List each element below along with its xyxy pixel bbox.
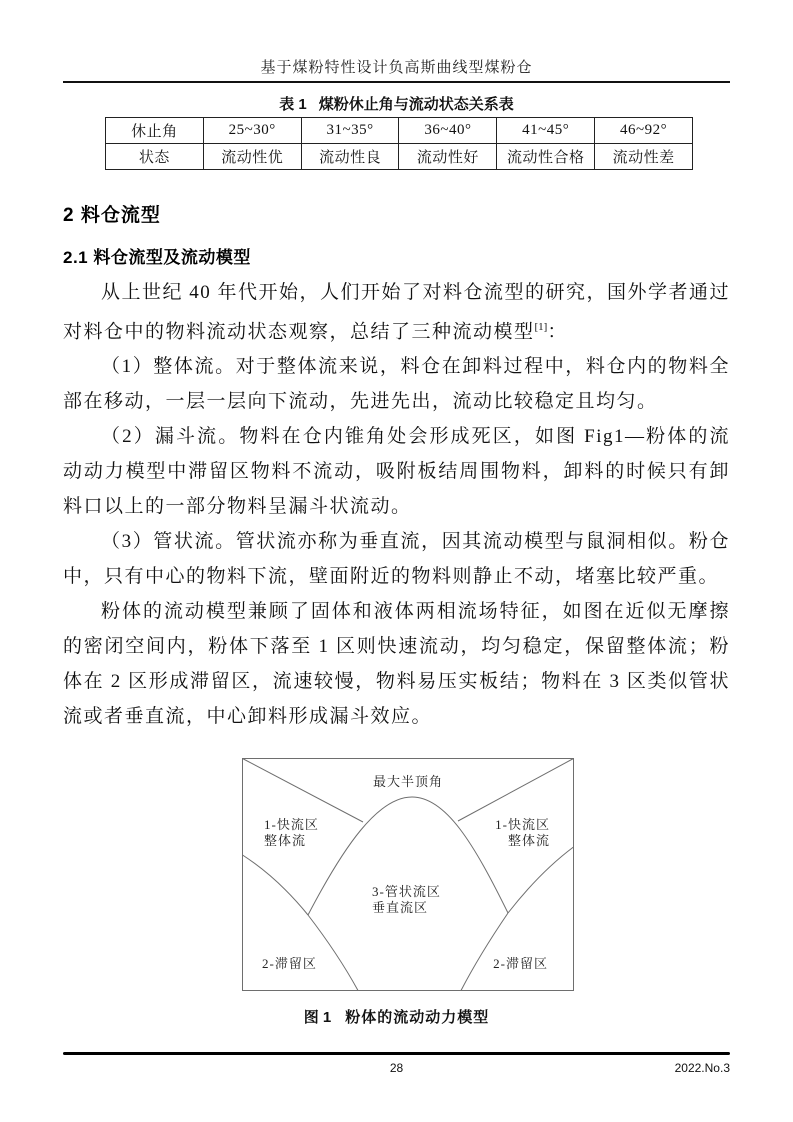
figure-caption-number: 图 1 xyxy=(303,1009,332,1026)
figure-caption xyxy=(63,1006,730,1027)
table-cell: 36~40° xyxy=(399,118,497,144)
left-funnel-curve xyxy=(308,915,358,991)
label-line: 垂直流区 xyxy=(372,900,429,915)
journal-issue: 2022.No.3 xyxy=(674,1061,730,1075)
right-funnel-curve xyxy=(461,913,508,991)
paragraph-text: 从上世纪 40 年代开始，人们开始了对料仓流型的研究，国外学者通过对料仓中的物料流动状态观察，总结了三种流动模型 xyxy=(63,282,730,343)
label-pipe-flow-zone xyxy=(372,884,441,916)
section-heading: 2 料仓流型 xyxy=(63,205,161,226)
table-cell: 流动性良 xyxy=(301,144,399,170)
body-text xyxy=(63,275,730,745)
table-row xyxy=(106,144,693,170)
table-cell: 休止角 xyxy=(106,118,204,144)
table-caption-number: 表 1 xyxy=(279,96,307,113)
table-cell: 25~30° xyxy=(203,118,301,144)
table-cell: 流动性好 xyxy=(399,144,497,170)
page-number: 28 xyxy=(389,1061,404,1075)
table-cell: 41~45° xyxy=(497,118,595,144)
flow-dynamics-figure xyxy=(242,758,574,991)
label-stagnant-zone-left: 2-滞留区 xyxy=(262,956,317,971)
figure-caption-text: 粉体的流动动力模型 xyxy=(345,1009,490,1026)
table-caption xyxy=(63,93,730,114)
table-row xyxy=(106,118,693,144)
left-stagnant-boundary xyxy=(243,855,309,915)
label-line: 整体流 xyxy=(507,833,550,848)
repose-angle-table xyxy=(105,117,693,170)
paragraph-mass-flow: （1）整体流。对于整体流来说，料仓在卸料过程中，料仓内的物料全部在移动，一层一层向下流动，先进先出，流动比较稳定且均匀。 xyxy=(63,356,730,413)
label-line: 1-快流区 xyxy=(495,817,550,832)
label-max-half-apex-angle: 最大半顶角 xyxy=(372,774,443,789)
table-cell: 流动性合格 xyxy=(497,144,595,170)
paragraph-pipe-flow: （3）管状流。管状流亦称为垂直流，因其流动模型与鼠洞相似。粉仓中，只有中心的物料下流，壁面附近的物料则静止不动，堵塞比较严重。 xyxy=(63,531,730,588)
label-fast-flow-zone-right xyxy=(495,817,550,849)
table-cell: 31~35° xyxy=(301,118,399,144)
label-stagnant-zone-right: 2-滞留区 xyxy=(493,956,548,971)
header-rule xyxy=(63,81,730,83)
table-cell: 46~92° xyxy=(595,118,693,144)
right-stagnant-boundary xyxy=(508,847,574,913)
paragraph-funnel-flow: （2）漏斗流。物料在仓内锥角处会形成死区，如图 Fig1—粉体的流动动力模型中滞留区物料不流动，吸附板结周围物料，卸料的时候只有卸料口以上的一部分物料呈漏斗状流动。 xyxy=(63,426,730,518)
table-cell: 状态 xyxy=(106,144,204,170)
label-line: 3-管状流区 xyxy=(372,884,441,899)
table-cell: 流动性优 xyxy=(203,144,301,170)
label-line: 整体流 xyxy=(264,833,307,848)
label-fast-flow-zone-left xyxy=(264,817,319,849)
running-head-title: 基于煤粉特性设计负高斯曲线型煤粉仓 xyxy=(260,60,533,76)
citation-ref: [1] xyxy=(534,321,548,333)
label-line: 1-快流区 xyxy=(264,817,319,832)
paragraph-text: ： xyxy=(547,321,568,343)
table-cell: 流动性差 xyxy=(595,144,693,170)
paragraph-flow-model: 粉体的流动模型兼顾了固体和液体两相流场特征，如图在近似无摩擦的密闭空间内，粉体下落至 1 区则快速流动，均匀稳定，保留整体流；粉体在 2 区形成滞留区，流速较慢，物料易压实板结；物料在 3 区类似管状流或者垂直流，中心卸料形成漏斗效应。 xyxy=(63,601,730,728)
footer-rule xyxy=(63,1052,730,1055)
paragraph-intro xyxy=(63,275,730,349)
table-caption-text: 煤粉休止角与流动状态关系表 xyxy=(318,96,514,113)
subsection-heading: 2.1 料仓流型及流动模型 xyxy=(63,248,251,267)
left-diagonal-line xyxy=(243,759,364,823)
